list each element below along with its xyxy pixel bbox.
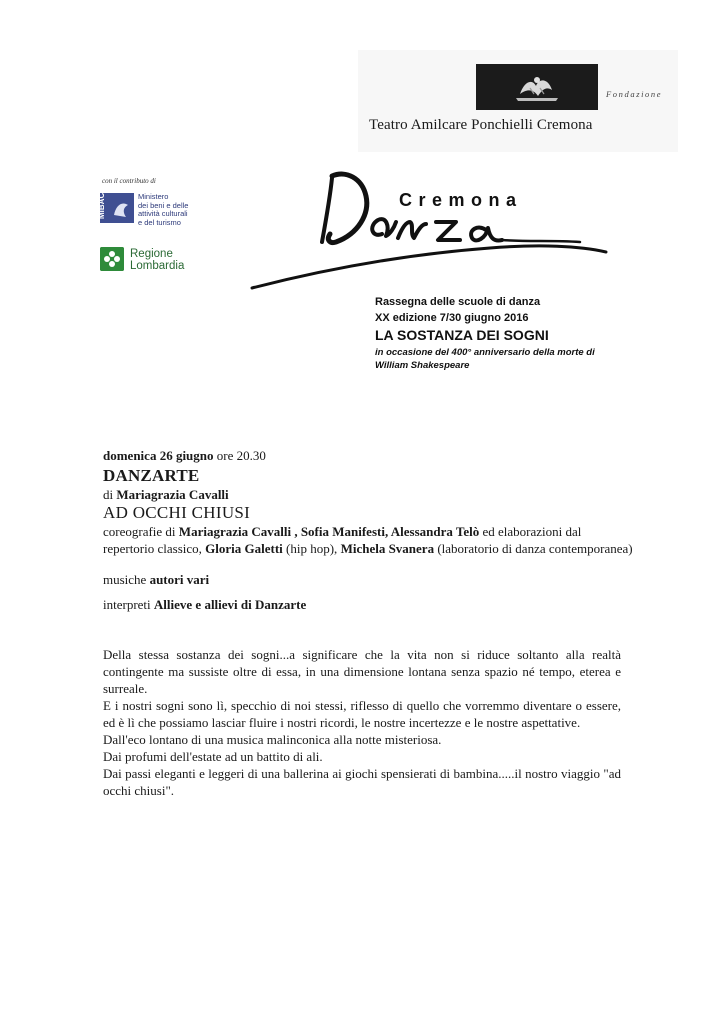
mibac-line: dei beni e delle — [138, 200, 189, 210]
performers-label: interpreti — [103, 597, 154, 612]
show-title: AD OCCHI CHIUSI — [103, 503, 251, 522]
logo-city: Cremona — [399, 190, 523, 210]
region-line: Lombardia — [130, 260, 185, 272]
danza-logo — [250, 168, 610, 292]
mibac-acronym: MiBAC — [97, 192, 106, 219]
theatre-emblem-icon — [476, 64, 598, 110]
event-datetime — [103, 448, 266, 464]
lombardy-rose-icon — [100, 247, 124, 271]
mibac-line: e del turismo — [138, 217, 181, 227]
rassegna-subtitle: in occasione del 400° anniversario della morte di William Shakespeare — [375, 347, 595, 371]
event-author-line — [103, 487, 229, 503]
music-credits — [103, 572, 209, 588]
event-day: domenica 26 giugno — [103, 448, 214, 463]
fondazione-logo — [476, 64, 598, 110]
mibac-logo — [97, 192, 134, 223]
description-paragraph: E i nostri sogni sono lì, specchio di noi stessi, riflesso di quello che vorremmo diventare o essere, ed è lì che possiamo lasciar fluire i nostri ricordi, le nostre incertezze e le nostre aspettative. — [103, 698, 621, 730]
theatre-name: Teatro Amilcare Ponchielli Cremona — [369, 117, 593, 133]
mibac-name — [138, 193, 202, 227]
music-authors: autori vari — [149, 572, 210, 587]
rassegna-title: LA SOSTANZA DEI SOGNI — [375, 327, 549, 343]
mibac-line: Ministero — [138, 192, 169, 201]
guest-hiphop-role: (hip hop), — [282, 541, 341, 556]
event-company: DANZARTE — [103, 466, 200, 485]
performers-credits — [103, 597, 306, 613]
rassegna-line1: Rassegna delle scuole di danza — [375, 296, 541, 308]
description-paragraph: Della stessa sostanza dei sogni...a significare che la vita non si riduce soltanto alla realtà contingente ma sussiste oltre di essa, in una dimensione lontana senza spazio né tempo, eterea e surreale. — [103, 647, 621, 696]
mibac-emblem-icon — [97, 192, 134, 223]
regione-lombardia-logo — [100, 247, 124, 271]
description-paragraph: Dall'eco lontano di una musica malinconica alla notte misteriosa. — [103, 732, 442, 747]
description — [103, 646, 621, 799]
guest-hiphop: Gloria Galetti — [205, 541, 283, 556]
description-paragraph: Dai passi eleganti e leggeri di una ballerina ai giochi spensierati di bambina.....il nostro viaggio "ad occhi chiusi". — [103, 766, 621, 798]
guest-contemporary-role: (laboratorio di danza contemporanea) — [434, 541, 633, 556]
choreographers: Mariagrazia Cavalli , Sofia Manifesti, Alessandra Telò — [178, 524, 480, 539]
guest-contemporary: Michela Svanera — [340, 541, 435, 556]
regione-lombardia-name — [130, 248, 184, 272]
choreo-label: coreografie di — [103, 524, 179, 539]
event-time: ore 20.30 — [213, 448, 266, 463]
choreography-credits — [103, 523, 633, 557]
event-author: Mariagrazia Cavalli — [116, 487, 229, 502]
fondazione-label: Fondazione — [606, 89, 663, 99]
contribution-label: con il contributo di — [102, 177, 156, 185]
performers: Allieve e allievi di Danzarte — [153, 597, 307, 612]
mibac-line: attività culturali — [138, 209, 188, 218]
region-line: Regione — [130, 248, 173, 260]
by-label: di — [103, 487, 117, 502]
rassegna-line2: XX edizione 7/30 giugno 2016 — [375, 312, 529, 324]
music-label: musiche — [103, 572, 150, 587]
description-paragraph: Dai profumi dell'estate ad un battito di ali. — [103, 749, 323, 764]
choreo-text: ed elaborazioni dal repertorio classico, — [103, 524, 582, 556]
